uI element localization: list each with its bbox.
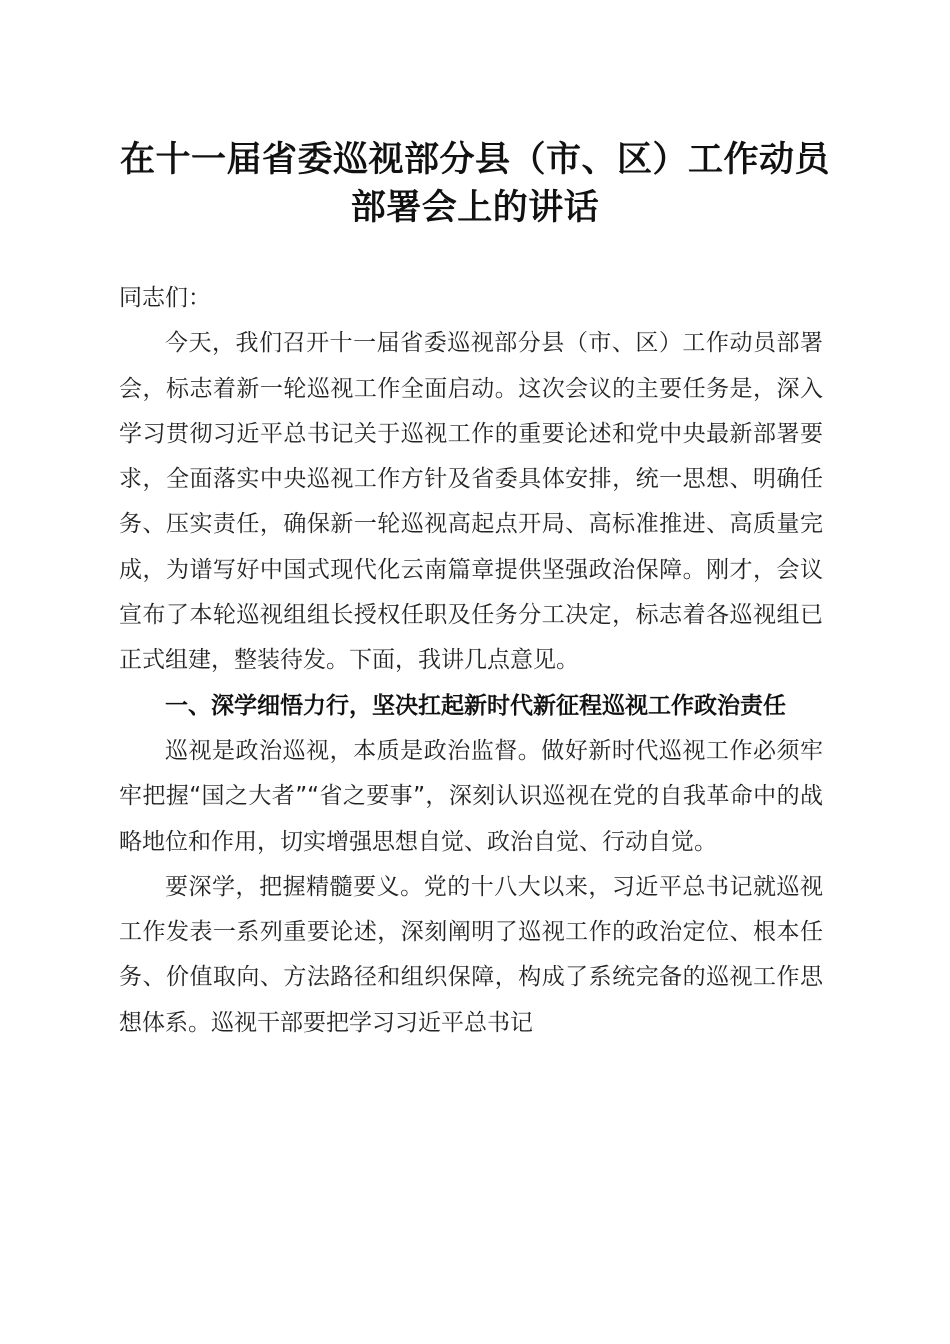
document-body (119, 276, 823, 1046)
salutation: 同志们： (119, 285, 211, 311)
intro-paragraph: 今天，我们召开十一届省委巡视部分县（市、区）工作动员部署会，标志着新一轮巡视工作全面启动。这次会议的主要任务是，深入学习贯彻习近平总书记关于巡视工作的重要论述和党中央最新部署要求，全面落实中央巡视工作方针及省委具体安排，统一思想、明确任务、压实责任，确保新一轮巡视高起点开局、高标准推进、高质量完成，为谱写好中国式现代化云南篇章提供坚强政治保障。刚才，会议宣布了本轮巡视组组长授权任职及任务分工决定，标志着各巡视组已正式组建，整装待发。下面，我讲几点意见。 (119, 330, 823, 674)
title-line-1: 在十一届省委巡视部分县（市、区）工作动员 (119, 139, 830, 180)
section-heading-1: 一、深学细悟力行，坚决扛起新时代新征程巡视工作政治责任 (165, 692, 786, 719)
title-line-2: 部署会上的讲话 (350, 187, 600, 228)
section1-paragraph-1: 巡视是政治巡视，本质是政治监督。做好新时代巡视工作必须牢牢把握“国之大者”“省之要事”，深刻认识巡视在党的自我革命中的战略地位和作用，切实增强思想自觉、政治自觉、行动自觉。 (119, 737, 823, 855)
section1-paragraph-2: 要深学，把握精髓要义。党的十八大以来，习近平总书记就巡视工作发表一系列重要论述，深刻阐明了巡视工作的政治定位、根本任务、价值取向、方法路径和组织保障，构成了系统完备的巡视工作思想体系。巡视干部要把学习习近平总书记 (119, 873, 823, 1036)
document-title (100, 136, 850, 232)
